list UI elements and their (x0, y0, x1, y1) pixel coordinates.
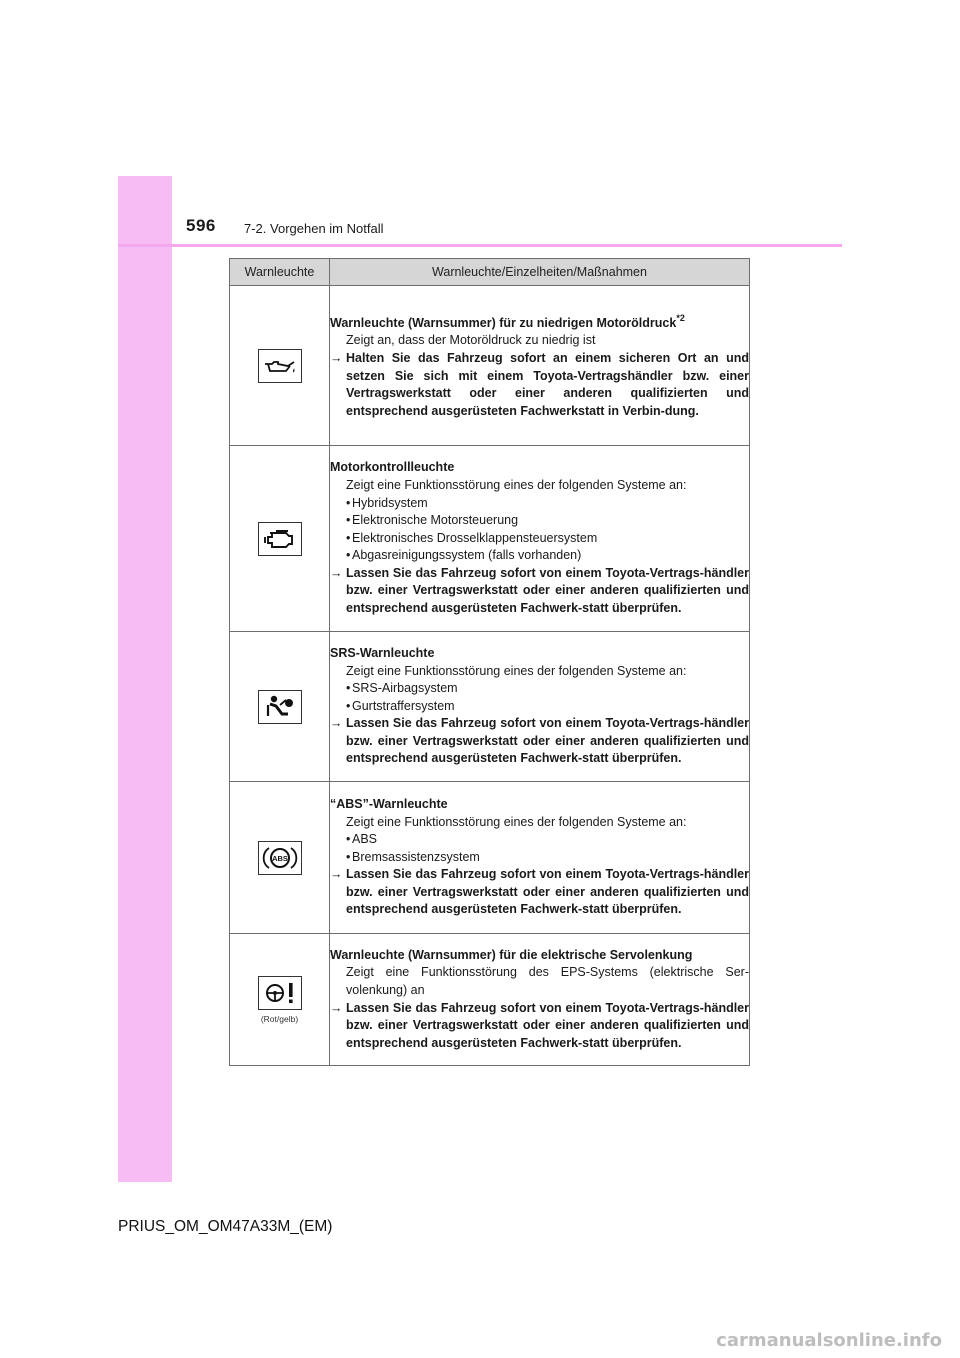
header-rule (118, 244, 842, 247)
details-cell (330, 934, 750, 1066)
list-item: • Abgasreinigungssystem (falls vorhanden) (330, 547, 749, 565)
table-row (230, 934, 750, 1066)
warning-action: → Halten Sie das Fahrzeug sofort an einem sicheren Ort an und setzen Sie sich mit einem Toyota-Vertragshändler bzw. einer Vertragswerkstatt oder einer anderen qualifizierten und entsprechend ausgerüsteten Fachwerkstatt in Verbin-dung. (330, 350, 749, 418)
abs-icon (258, 841, 302, 875)
list-item: • SRS-Airbagsystem (330, 680, 749, 698)
arrow-icon: → (330, 716, 343, 731)
icon-cell (230, 632, 330, 782)
warning-description: Zeigt eine Funktionsstörung eines der folgenden Systeme an: (346, 663, 687, 678)
warning-light-table (229, 258, 750, 1066)
document-code: PRIUS_OM_OM47A33M_(EM) (118, 1218, 333, 1235)
arrow-icon: → (330, 867, 343, 882)
icon-cell (230, 446, 330, 632)
details-cell (330, 446, 750, 632)
table-row (230, 632, 750, 782)
warning-title: SRS-Warnleuchte (330, 645, 435, 660)
icon-cell (230, 934, 330, 1066)
arrow-icon: → (330, 350, 343, 365)
list-item: • Bremsassistenzsystem (330, 849, 749, 867)
warning-action: → Lassen Sie das Fahrzeug sofort von einem Toyota-Vertrags-händler bzw. einer Vertragswerkstatt oder einer anderen qualifizierten und entsprechend ausgerüsteten Fachwerk-statt überprüfen. (330, 716, 749, 766)
warning-title: Warnleuchte (Warnsummer) für die elektrische Servolenkung (330, 947, 693, 962)
column-header-icon: Warnleuchte (230, 259, 330, 286)
details-cell (330, 632, 750, 782)
column-header-details: Warnleuchte/Einzelheiten/Maßnahmen (330, 259, 750, 286)
warning-action: → Lassen Sie das Fahrzeug sofort von einem Toyota-Vertrags-händler bzw. einer Vertragswerkstatt oder einer anderen qualifizierten und entsprechend ausgerüsteten Fachwerk-statt überprüfen. (330, 565, 749, 616)
table-header-row (230, 259, 750, 286)
list-item: • Elektronisches Drosselklappensteuersystem (330, 530, 749, 548)
watermark: carmanualsonline.info (716, 1330, 942, 1351)
icon-caption: (Rot/gelb) (260, 1013, 299, 1024)
list-item: • ABS (330, 831, 749, 849)
arrow-icon: → (330, 565, 343, 580)
arrow-icon: → (330, 1000, 343, 1015)
oil-pressure-icon (258, 349, 302, 383)
table-row (230, 782, 750, 934)
icon-cell (230, 286, 330, 446)
list-item: • Elektronische Motorsteuerung (330, 512, 749, 530)
srs-airbag-icon (258, 690, 302, 724)
power-steering-icon (258, 976, 302, 1010)
table-row (230, 286, 750, 446)
warning-title: Motorkontrollleuchte (330, 460, 455, 475)
list-item: • Hybridsystem (330, 495, 749, 513)
warning-title: Warnleuchte (Warnsummer) für zu niedrigen Motoröldruck$^{*2}$ (330, 312, 685, 330)
abs-icon-label: ABS (271, 853, 288, 863)
details-cell (330, 782, 750, 934)
section-title: 7-2. Vorgehen im Notfall (244, 221, 384, 236)
warning-description: Zeigt eine Funktionsstörung des EPS-Systems (elektrische Ser-volenkung) an (346, 965, 749, 997)
warning-description: Zeigt eine Funktionsstörung eines der folgenden Systeme an: (346, 814, 687, 829)
warning-description: Zeigt an, dass der Motoröldruck zu niedrig ist (346, 333, 596, 348)
icon-cell (230, 782, 330, 934)
warning-action: → Lassen Sie das Fahrzeug sofort von einem Toyota-Vertrags-händler bzw. einer Vertragswerkstatt oder einer anderen qualifizierten und entsprechend ausgerüsteten Fachwerk-statt überprüfen. (330, 867, 749, 917)
details-cell (330, 286, 750, 446)
warning-description: Zeigt eine Funktionsstörung eines der folgenden Systeme an: (346, 477, 687, 492)
list-item: • Gurtstraffersystem (330, 698, 749, 716)
table-row (230, 446, 750, 632)
chapter-tab-band (118, 176, 172, 1182)
warning-title: “ABS”-Warnleuchte (330, 796, 448, 811)
engine-check-icon (258, 522, 302, 556)
page-number: 596 (186, 216, 216, 235)
warning-action: → Lassen Sie das Fahrzeug sofort von einem Toyota-Vertrags-händler bzw. einer Vertragswerkstatt oder einer anderen qualifizierten und entsprechend ausgerüsteten Fachwerk-statt überprüfen. (330, 1000, 749, 1050)
